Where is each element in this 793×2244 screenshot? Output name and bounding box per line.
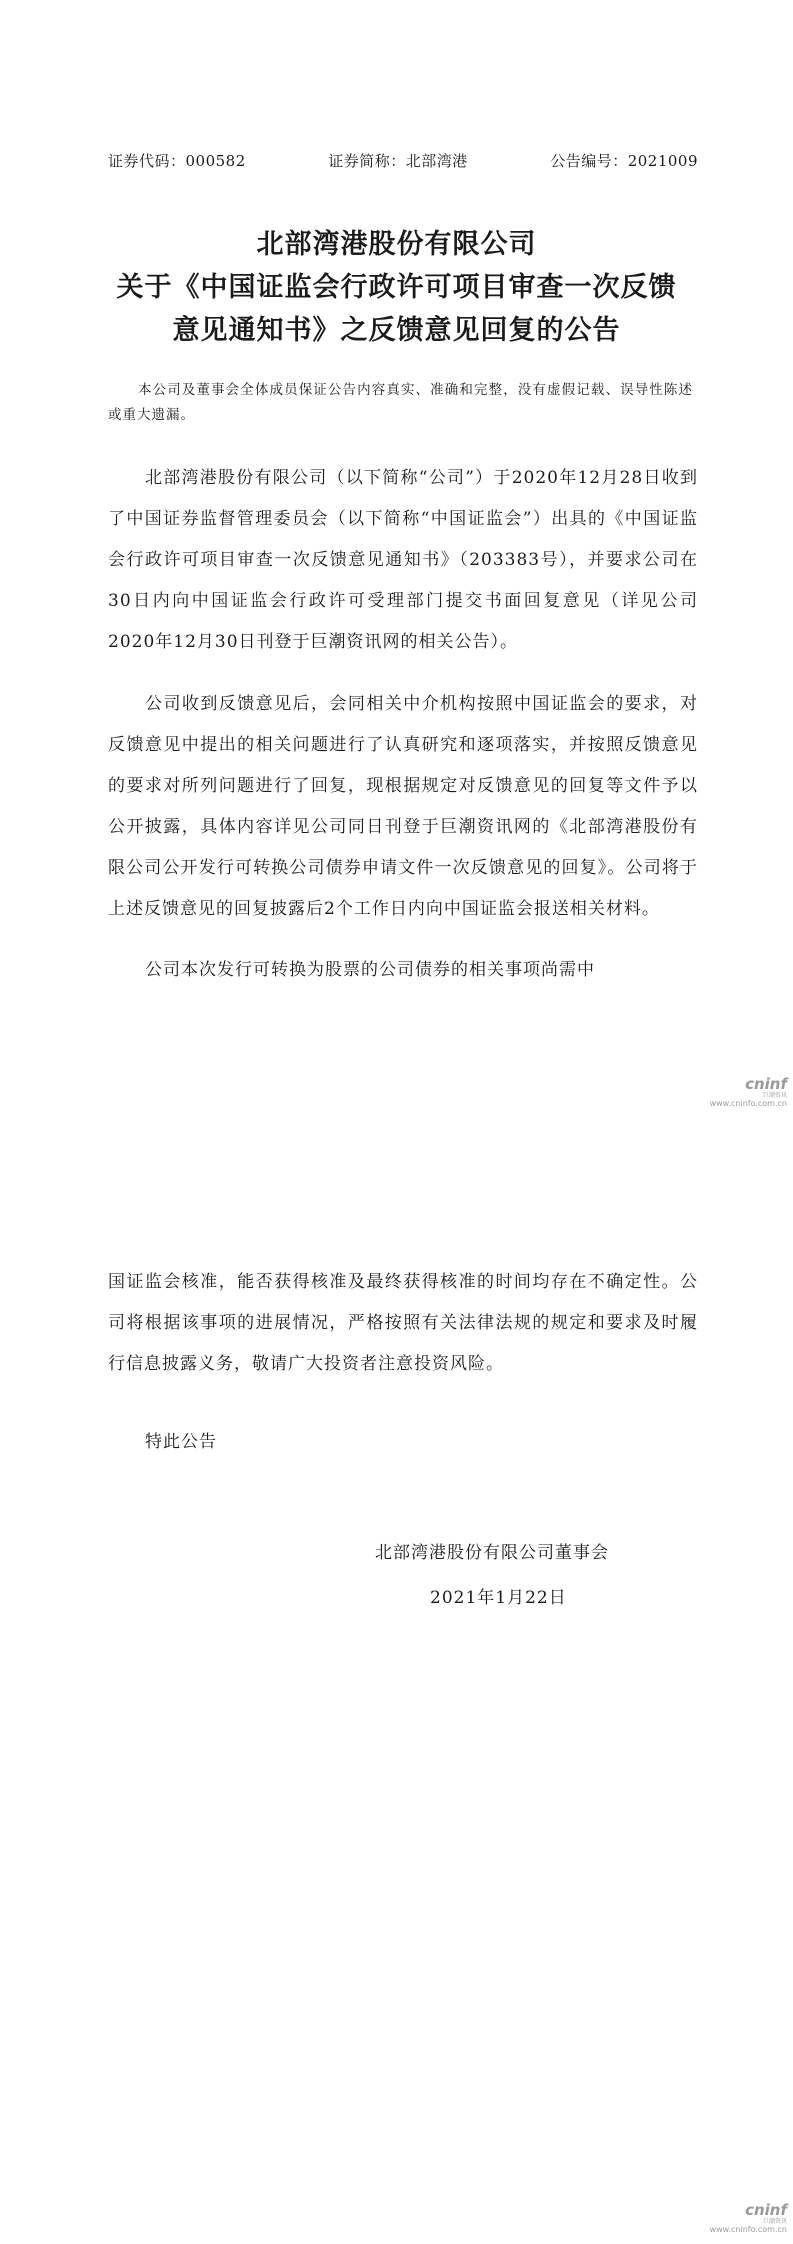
disclaimer: 本公司及董事会全体成员保证公告内容真实、准确和完整，没有虚假记载、误导性陈述或重大遗漏。 (108, 382, 693, 423)
security-short-name: 证券简称：北部湾港 (328, 152, 468, 170)
cninf-url: www.cninfo.com.cn (709, 1099, 787, 1108)
cninf-brand-footer: cninf (745, 2201, 787, 2219)
cninf-logo (710, 1077, 787, 1109)
paragraph-2: 公司收到反馈意见后，会同相关中介机构按照中国证监会的要求，对反馈意见中提出的相关问题进行了认真研究和逐项落实，并按照反馈意见的要求对所列问题进行了回复，现根据规定对反馈意见的回复等文件予以公开披露，具体内容详见公司同日刊登于巨潮资讯网的《北部湾港股份有限公司公开发行可转换公司债券申请文件一次反馈意见的回复》。公司将于上述反馈意见的回复披露后2个工作日内向中国证监会报送相关材料。 (108, 694, 698, 919)
paragraph-1: 北部湾港股份有限公司（以下简称“公司”）于2020年12月28日收到了中国证券监督管理委员会（以下简称“中国证监会”）出具的《中国证监会行政许可项目审查一次反馈意见通知书》（203383号），并要求公司在30日内向中国证监会行政许可受理部门提交书面回复意见（详见公司2020年12月30日刊登于巨潮资讯网的相关公告）。 (108, 468, 698, 652)
header-line (108, 150, 698, 171)
cninf-logo-footer (710, 2203, 787, 2235)
cninf-sub: 巨潮资讯 (762, 1092, 787, 1099)
security-code: 证券代码：000582 (108, 152, 246, 170)
paragraph-closing: 特此公告 (145, 1432, 217, 1452)
title-line-2: 关于《中国证监会行政许可项目审查一次反馈 (116, 272, 677, 303)
paragraph-4: 国证监会核准，能否获得核准及最终获得核准的时间均存在不确定性。公司将根据该事项的进展情况，严格按照有关法律法规的规定和要求及时履行信息披露义务，敬请广大投资者注意投资风险。 (108, 1272, 698, 1374)
paragraph-3: 公司本次发行可转换为股票的公司债券的相关事项尚需中 (145, 960, 595, 980)
signature-org: 北部湾港股份有限公司董事会 (375, 1543, 609, 1563)
title-line-1: 北部湾港股份有限公司 (256, 229, 537, 260)
signature-date: 2021年1月22日 (430, 1588, 567, 1608)
notice-number: 公告编号：2021009 (550, 152, 698, 170)
cninf-brand: cninf (745, 1075, 787, 1093)
cninf-url-footer: www.cninfo.com.cn (709, 2225, 787, 2234)
title-line-3: 意见通知书》之反馈意见回复的公告 (172, 315, 621, 346)
cninf-sub-footer: 巨潮资讯 (762, 2218, 787, 2225)
